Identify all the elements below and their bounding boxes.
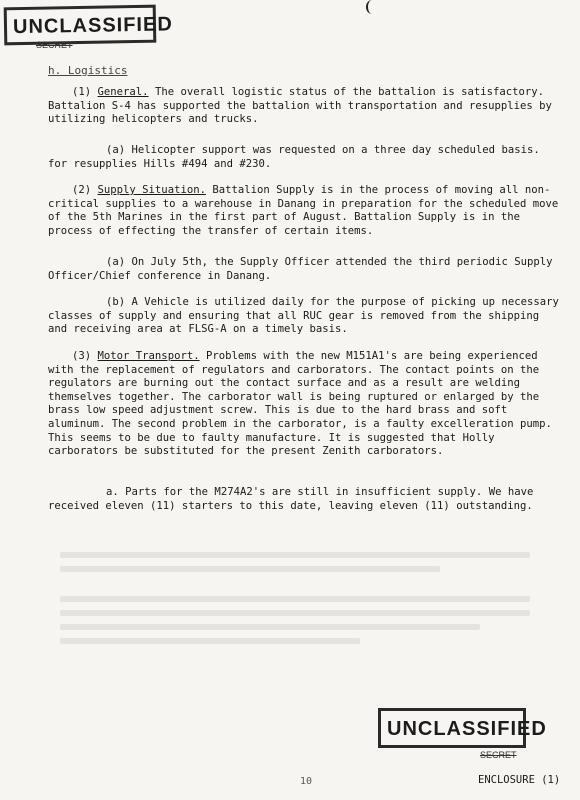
enclosure-label: ENCLOSURE (1) (478, 774, 561, 786)
paragraph-body: Battalion Supply is in the process of moving all non-critical supplies to a warehouse in Danang in preparation for the scheduled move of the 5th Marines in the first part of August. Battalion Supply is in the process of effecting the transfer of certain items. (48, 184, 559, 237)
paragraph-general (48, 86, 560, 127)
paragraph-number: (b) (106, 296, 126, 308)
paragraph-body: Parts for the M274A2's are still in insufficient supply. We have received eleven (11) starters to this date, leaving eleven (11) outstanding. (48, 486, 534, 512)
paragraph-body: A Vehicle is utilized daily for the purpose of picking up necessary classes of supply and ensuring that all RUC gear is removed from the shipping and receiving area at FLSG-A on a timely basis. (48, 296, 559, 336)
classification-stamp-top: UNCLASSIFIED (4, 5, 157, 46)
faded-text-line (60, 596, 530, 602)
paragraph-motor-transport (48, 350, 560, 459)
paragraph-heading: General. (97, 86, 149, 98)
struck-classification-top: SECRET (36, 40, 73, 50)
paragraph-number: (a) (106, 256, 126, 268)
binding-mark (366, 0, 378, 14)
paragraph-number: (3) (72, 350, 92, 362)
faded-text-line (60, 552, 530, 558)
section-heading-text: h. Logistics (48, 64, 128, 77)
faded-text-line (60, 566, 440, 572)
paragraph-supply-conference (48, 256, 560, 283)
paragraph-body: Helicopter support was requested on a three day scheduled basis. for resupplies Hills #494 and #230. (48, 144, 540, 170)
faded-text-line (60, 638, 360, 644)
paragraph-supply-situation (48, 184, 560, 238)
paragraph-number: (1) (72, 86, 92, 98)
paragraph-heading: Motor Transport. (97, 350, 200, 362)
paragraph-m274-parts (48, 486, 560, 513)
page-number: 10 (300, 776, 313, 787)
classification-stamp-bottom: UNCLASSIFIED (378, 708, 526, 748)
paragraph-body: The overall logistic status of the battalion is satisfactory. Battalion S-4 has supported the battalion with transportation and resupplies by utilizing helicopters and trucks. (48, 86, 552, 126)
paragraph-body: Problems with the new M151A1's are being experienced with the replacement of regulators and carborators. The contact points on the regulators are burning out the contact surface and as a result are welding themselves together. The carborator wall is being ruptured or enlarged by the brass low speed adjustment screw. This is due to the hard brass and soft aluminum. The second problem in the carborator, is a faulty excelleration pump. This seems to be due to faulty manufacture. It is suggested that Holly carborators be substituted for the present Zenith carborators. (48, 350, 552, 458)
paragraph-body: On July 5th, the Supply Officer attended the third periodic Supply Officer/Chief conference in Danang. (48, 256, 553, 282)
paragraph-number: a. (106, 486, 119, 498)
paragraph-supply-vehicle (48, 296, 560, 337)
paragraph-heading: Supply Situation. (97, 184, 206, 196)
struck-classification-bottom: SECRET (480, 750, 517, 760)
faded-text-line (60, 624, 480, 630)
section-heading (48, 64, 127, 77)
paragraph-number: (2) (72, 184, 92, 196)
paragraph-helicopter-support (48, 144, 560, 171)
faded-text-line (60, 610, 530, 616)
paragraph-number: (a) (106, 144, 126, 156)
